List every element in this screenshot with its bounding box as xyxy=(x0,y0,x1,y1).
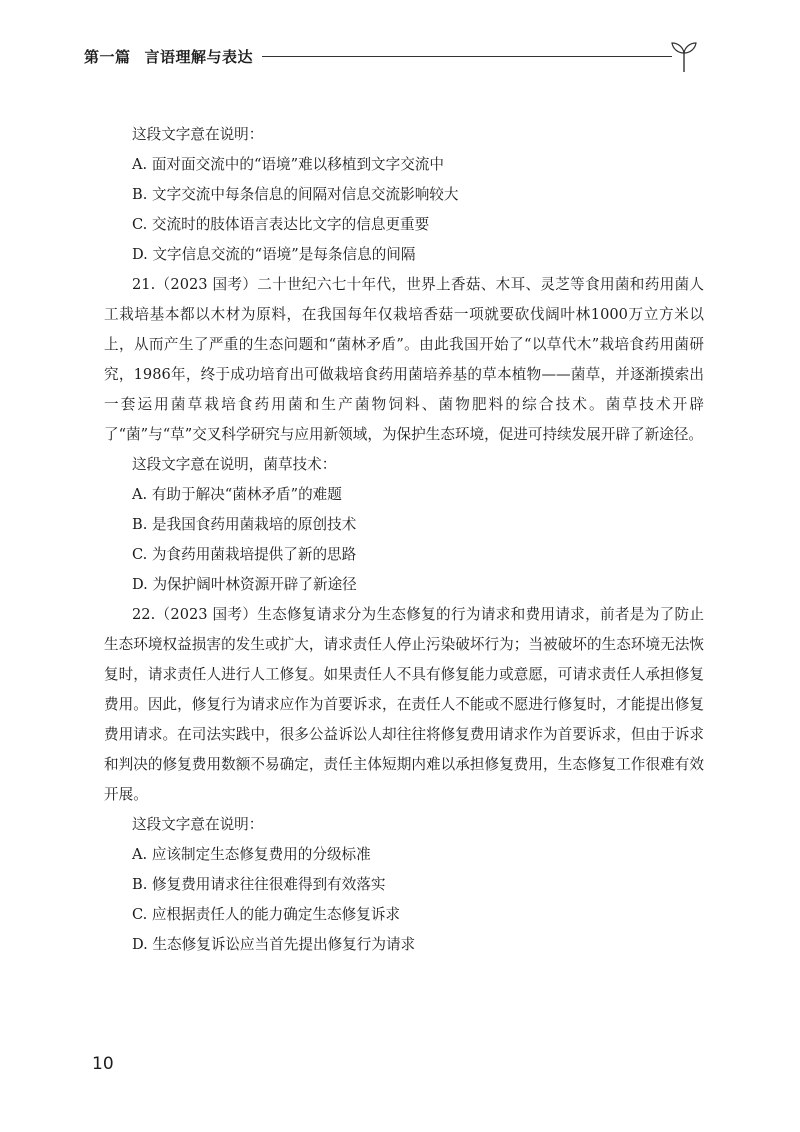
option-d: D. 为保护阔叶林资源开辟了新途径 xyxy=(132,576,357,593)
option-a: A. 面对面交流中的“语境”难以移植到文字交流中 xyxy=(132,156,445,173)
option-c: C. 为食药用菌栽培提供了新的思路 xyxy=(132,546,357,563)
option-c: C. 交流时的肢体语言表达比文字的信息更重要 xyxy=(132,216,430,233)
option-b: B. 文字交流中每条信息的间隔对信息交流影响较大 xyxy=(132,186,459,203)
question-passage: 21.（2023 国考）二十世纪六七十年代，世界上香菇、木耳、灵芝等食用菌和药用菌人工栽培基本都以木材为原料，在我国每年仅栽培香菇一项就要砍伐阔叶林1000万立方米以上，从而产生了严重的生态问题和“菌林矛盾”。由此我国开始了“以草代木”栽培食药用菌研究，1986年，终于成功培育出可做栽培食药用菌培养基的草本植物——菌草，并逐渐摸索出一套运用菌草栽培食药用菌和生产菌物饲料、菌物肥料的综合技术。菌草技术开辟了“菌”与“草”交叉科学研究与应用新领域，为保护生态环境，促进可持续发展开辟了新途径。 xyxy=(104,276,704,443)
page-number: 10 xyxy=(92,1054,114,1074)
header-part: 第一篇 xyxy=(84,48,131,66)
question-passage: 22.（2023 国考）生态修复请求分为生态修复的行为请求和费用请求，前者是为了防止生态环境权益损害的发生或扩大，请求责任人停止污染破坏行为；当被破坏的生态环境无法恢复时，请求责任人进行人工修复。如果责任人不具有修复能力或意愿，可请求责任人承担修复费用。因此，修复行为请求应作为首要诉求，在责任人不能或不愿进行修复时，才能提出修复费用请求。在司法实践中，很多公益诉讼人却往往将修复费用请求作为首要诉求，但由于诉求和判决的修复费用数额不易确定，责任主体短期内难以承担修复费用，生态修复工作很难有效开展。 xyxy=(104,606,704,803)
option-a: A. 有助于解决“菌林矛盾”的难题 xyxy=(132,486,342,503)
question-stem: 这段文字意在说明，菌草技术： xyxy=(132,456,337,473)
header-section-title: 言语理解与表达 xyxy=(144,48,254,66)
option-b: B. 是我国食药用菌栽培的原创技术 xyxy=(132,516,357,533)
option-d: D. 生态修复诉讼应当首先提出修复行为请求 xyxy=(132,936,416,953)
question-22 xyxy=(104,600,704,960)
page-content xyxy=(104,120,704,960)
header-title xyxy=(84,46,253,67)
question-stem: 这段文字意在说明： xyxy=(132,126,264,143)
running-header xyxy=(84,40,704,80)
header-rule xyxy=(262,56,672,57)
option-d: D. 文字信息交流的“语境”是每条信息的间隔 xyxy=(132,246,416,263)
question-21 xyxy=(104,270,704,600)
sprout-icon xyxy=(670,40,698,74)
option-a: A. 应该制定生态修复费用的分级标准 xyxy=(132,846,371,863)
question-20-tail xyxy=(104,120,704,270)
option-c: C. 应根据责任人的能力确定生态修复诉求 xyxy=(132,906,401,923)
question-stem: 这段文字意在说明： xyxy=(132,816,264,833)
option-b: B. 修复费用请求往往很难得到有效落实 xyxy=(132,876,386,893)
